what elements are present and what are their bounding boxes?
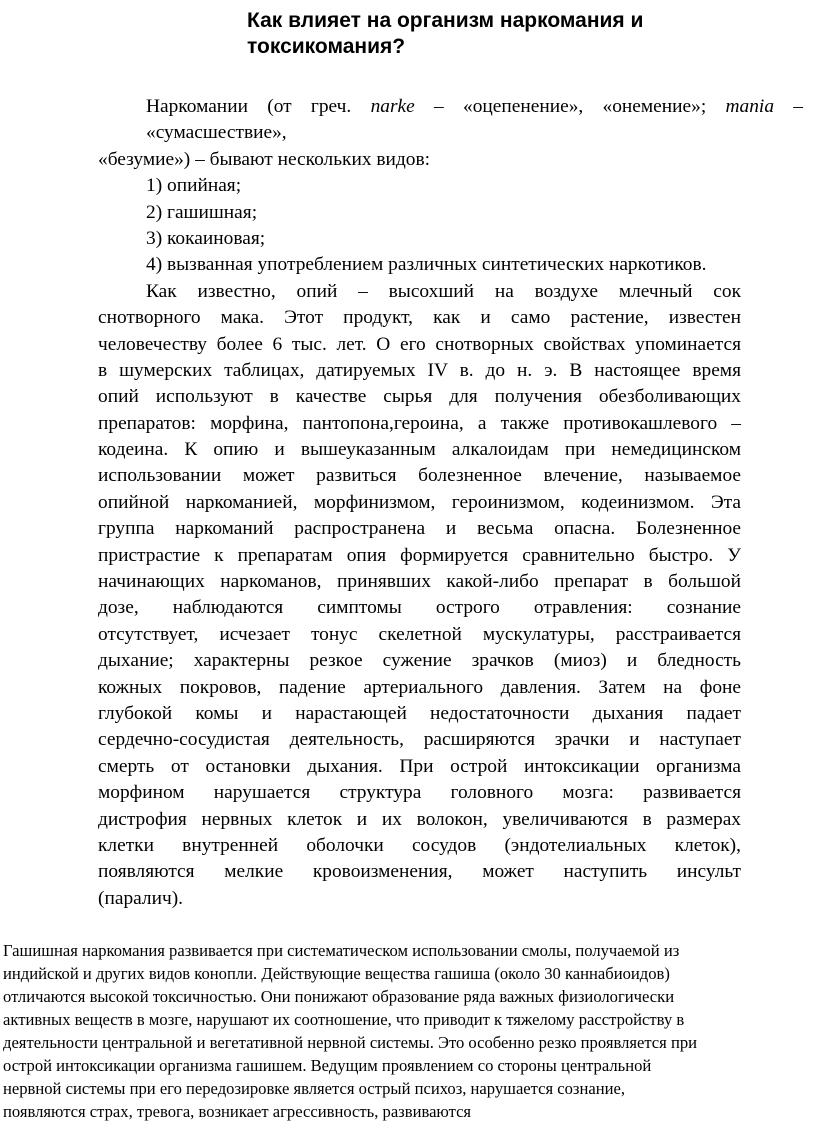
body-line: кодеина. К опию и вышеуказанным алкалоидам при немедицинском: [98, 439, 741, 461]
body-line: смерть от остановки дыхания. При острой интоксикации организма: [98, 755, 741, 777]
body-line: кожных покровов, падение артериального давления. Затем на фоне: [98, 676, 741, 698]
hashish-line: появляются страх, тревога, возникает агрессивность, развиваются: [3, 1102, 472, 1121]
body-line: (паралич).: [98, 887, 184, 909]
hashish-line: отличаются высокой токсичностью. Они понижают образование ряда важных физиологически: [3, 987, 675, 1006]
body-line: группа наркоманий распространена и весьма опасна. Болезненное: [98, 518, 741, 540]
hashish-line: активных веществ в мозге, нарушают их соотношение, что приводит к тяжелому расстройству в: [3, 1010, 685, 1029]
list-item: 4) вызванная употреблением различных синтетических наркотиков.: [146, 254, 707, 276]
title-line: Как влияет на организм наркомания и: [247, 9, 644, 32]
body-line: препаратов: морфина, пантопона,героина, а также противокашлевого –: [98, 412, 741, 434]
hashish-line: острой интоксикации организма гашишем. Ведущим проявлением со стороны центральной: [3, 1056, 652, 1075]
document-title: [247, 8, 767, 60]
body-line: глубокой комы и нарастающей недостаточности дыхания падает: [98, 702, 741, 724]
body-line: опийной наркоманией, морфинизмом, героинизмом, кодеинизмом. Эта: [98, 491, 741, 513]
body-line: дозе, наблюдаются симптомы острого отравления: сознание: [98, 597, 741, 619]
intro-line: Наркомании (от греч. narke – «оцепенение», «онемение»; mania –: [146, 96, 804, 117]
body-line: использовании может развиться болезненное влечение, называемое: [98, 465, 741, 487]
intro-line: «сумасшествие»,: [146, 122, 287, 144]
hashish-line: индийской и других видов конопли. Действующие вещества гашиша (около 30 каннабиоидов): [3, 964, 670, 983]
body-line: пристрастие к препаратам опия формируется сравнительно быстро. У: [98, 544, 741, 566]
body-line: морфином нарушается структура головного мозга: развивается: [98, 782, 741, 804]
hashish-line: нервной системы при его передозировке является острый психоз, нарушается сознание,: [3, 1079, 626, 1098]
list-item: 3) кокаиновая;: [146, 227, 266, 249]
body-line: отсутствует, исчезает тонус скелетной мускулатуры, расстраивается: [98, 623, 741, 645]
intro-line: «безумие») – бывают нескольких видов:: [98, 148, 431, 170]
hashish-line: Гашишная наркомания развивается при систематическом использовании смолы, получаемой из: [3, 941, 680, 960]
body-line: опий используют в качестве сырья для получения обезболивающих: [98, 386, 741, 408]
hashish-paragraph: [3, 939, 808, 1123]
body-line: дыхание; характерны резкое сужение зрачков (миоз) и бледность: [98, 650, 741, 672]
body-line: появляются мелкие кровоизменения, может наступить инсульт: [98, 861, 741, 883]
body-line: сердечно-сосудистая деятельность, расширяются зрачки и наступает: [98, 729, 741, 751]
body-line: клетки внутренней оболочки сосудов (эндотелиальных клеток),: [98, 834, 741, 856]
body-line: Как известно, опий – высохший на воздухе млечный сок: [146, 280, 741, 302]
body-line: начинающих наркоманов, принявших какой-либо препарат в большой: [98, 571, 741, 593]
title-line: токсикомания?: [247, 35, 406, 58]
list-item: 1) опийная;: [146, 175, 242, 197]
body-line: снотворного мака. Этот продукт, как и само растение, известен: [98, 307, 741, 329]
main-text: [98, 94, 803, 912]
body-line: в шумерских таблицах, датируемых IV в. до н. э. В настоящее время: [98, 359, 741, 381]
body-line: дистрофия нервных клеток и их волокон, увеличиваются в размерах: [98, 808, 741, 830]
hashish-line: деятельности центральной и вегетативной нервной системы. Это особенно резко проявляется при: [3, 1033, 698, 1052]
body-line: человечеству более 6 тыс. лет. О его снотворных свойствах упоминается: [98, 333, 741, 355]
list-item: 2) гашишная;: [146, 201, 258, 223]
